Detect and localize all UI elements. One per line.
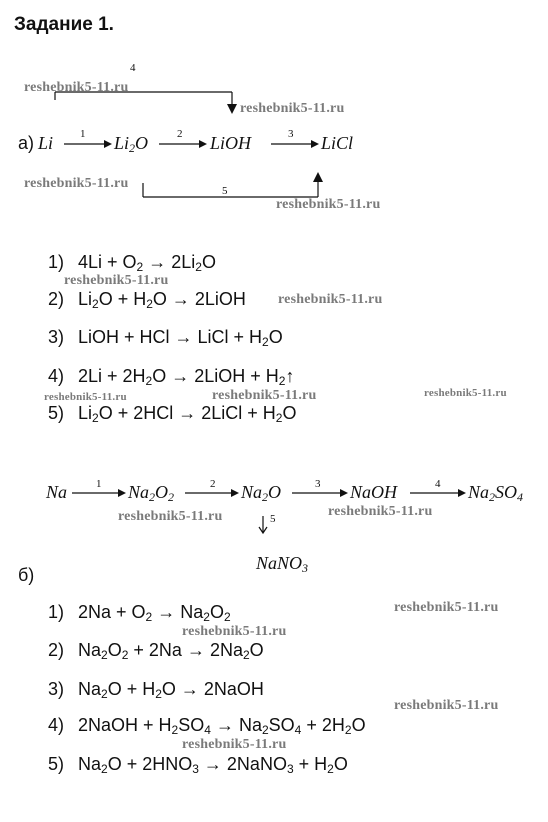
task-title: Задание 1. [14,14,114,35]
chain-a-lioh: LiOH [210,133,252,153]
equation-b-3: 3) $Na_2O + H_2O$ → 2NaOH [48,679,264,701]
watermark: reshebnik5-11.ru [212,388,317,403]
equation-a-3: 3) LiOH + HCl → LiCl + $H_2O$ [48,327,283,349]
arrow-number-3: 3 [288,128,294,140]
part-b-label: б) [18,565,35,585]
watermark: reshebnik5-11.ru [182,624,287,639]
chain-a-li2o: $Li_2O$ [114,133,149,155]
chain-b-nano3: NaNO$_3$ [256,553,309,575]
arrow-number-3: 3 [315,478,321,490]
watermark: reshebnik5-11.ru [394,698,499,713]
arrow-number-1: 1 [80,128,86,140]
chain-b-naoh: NaOH [350,482,398,502]
watermark: reshebnik5-11.ru [182,737,287,752]
watermark: reshebnik5-11.ru [240,101,345,116]
watermark: reshebnik5-11.ru [394,600,499,615]
arrow-number-5: 5 [222,185,228,197]
watermark: reshebnik5-11.ru [44,391,127,403]
equation-b-2: 2) $Na_2O_2 + 2Na \to 2Na_2O$ [48,640,264,662]
chain-b-na2so4: $Na_2SO_4$ [468,482,524,504]
arrow-number-2: 2 [177,128,183,140]
arrow-number-4: 4 [130,62,136,74]
chain-b-na: Na [46,482,68,502]
chain-b-na2o: $Na_2O$ [241,482,282,504]
watermark: reshebnik5-11.ru [328,504,433,519]
arrow-number-2: 2 [210,478,216,490]
equation-b-4: 4) 2NaOH + $H_2SO_4 \to Na_2SO_4 + 2H_2O$ [48,715,366,737]
equation-a-5: 5) $Li_2O + 2HCl$ → 2LiCl + $H_2O$ [48,403,297,425]
equation-b-1: 1) $2Na + O_2 \to Na_2O_2$ [48,602,231,624]
arrow-number-1: 1 [96,478,102,490]
chain-a-licl: LiCl [321,133,354,153]
watermark: reshebnik5-11.ru [64,273,169,288]
part-a-label: а) [18,133,35,153]
arrow-number-4: 4 [435,478,441,490]
watermark: reshebnik5-11.ru [24,176,129,191]
equation-a-2: 2) $Li_2O + H_2O$ → 2LiOH [48,289,246,311]
chain-b-na2o2: $Na_2O_2$ [128,482,175,504]
watermark: reshebnik5-11.ru [118,509,223,524]
watermark: reshebnik5-11.ru [424,387,507,399]
equation-a-1: 1) $4Li + O_2 \to 2Li_2O$ [48,252,216,274]
chain-a-li: Li [38,133,54,153]
equation-b-5: 5) $Na_2O + 2HNO_3$ → 2NaNO$_3$ + $H_2O$ [48,754,348,776]
equation-a-4: 4) $2Li + 2H_2O$ → 2LiOH + $H_2↑$ [48,366,295,388]
arrow-number-5: 5 [270,513,276,525]
watermark: reshebnik5-11.ru [278,292,383,307]
watermark: reshebnik5-11.ru [276,197,381,212]
watermark: reshebnik5-11.ru [24,80,129,95]
